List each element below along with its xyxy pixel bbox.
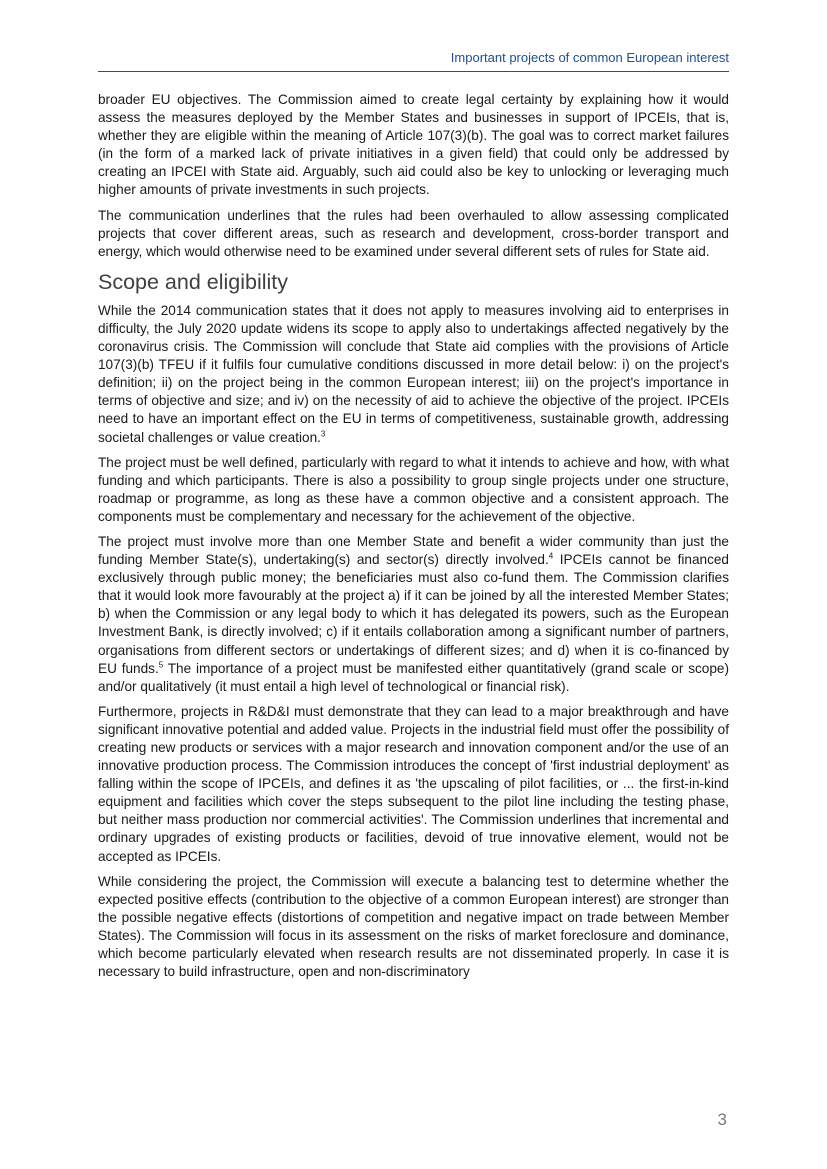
running-header-title: Important projects of common European interest: [450, 50, 729, 65]
footnote-ref-5[interactable]: 5: [158, 660, 164, 670]
footnote-ref-4[interactable]: 4: [548, 551, 554, 561]
paragraph-balancing-test: While considering the project, the Commission will execute a balancing test to determine whether the expected positive effects (contribution to the objective of a common European interest) are stronger than the possible negative effects (distortions of competition and negative impact on trade between Member States). The Commission will focus in its assessment on the risks of market foreclosure and dominance, which become particularly elevated when research results are not disseminated properly. In case it is necessary to build infrastructure, open and non-discriminatory: [98, 873, 729, 980]
paragraph-rdi-innovation: Furthermore, projects in R&D&I must demonstrate that they can lead to a major breakthrough and have significant innovative potential and added value. Projects in the industrial field must offer the possibility of creating new products or services with a major research and innovation component and/or the use of an innovative production process. The Commission introduces the concept of 'first industrial deployment' as falling within the scope of IPCEIs, and defines it as 'the upscaling of pilot facilities, or ... the first-in-kind equipment and facilities which cover the steps subsequent to the pilot line including the testing phase, but neither mass production nor commercial activities'. The Commission underlines that incremental and ordinary upgrades of existing products or facilities, devoid of true innovative element, would not be accepted as IPCEIs.: [98, 703, 729, 864]
footnote-ref-3[interactable]: 3: [320, 428, 326, 438]
header-divider: [98, 71, 729, 72]
paragraph-member-states-text-1: The project must involve more than one Member State and benefit a wider community than just the funding Member State(s), undertaking(s) and sector(s) directly involved.: [98, 533, 729, 568]
paragraph-member-states-text-3: The importance of a project must be manifested either quantitatively (grand scale or scope) and/or qualitatively (it must entail a high level of technological or financial risk).: [98, 660, 729, 694]
paragraph-scope-conditions: [98, 302, 729, 447]
paragraph-project-definition: The project must be well defined, particularly with regard to what it intends to achieve and how, with what funding and which participants. There is also a possibility to group single projects under one structure, roadmap or programme, as long as these have a common objective and a consistent approach. The components must be complementary and necessary for the achievement of the objective.: [98, 454, 729, 524]
document-body: [98, 91, 729, 988]
paragraph-eu-objectives: broader EU objectives. The Commission aimed to create legal certainty by explaining how it would assess the measures deployed by the Member States and businesses in support of IPCEIs, that is, whether they are eligible within the meaning of Article 107(3)(b). The goal was to correct market failures (in the form of a marked lack of private initiatives in a given field) that could only be addressed by creating an IPCEI with State aid. Arguably, such aid could also be key to unlocking or leveraging much higher amounts of private investments in such projects.: [98, 92, 729, 198]
paragraph-member-states: [98, 533, 729, 696]
page-number: 3: [717, 1110, 727, 1129]
paragraph-communication-rules: The communication underlines that the rules had been overhauled to allow assessing complicated projects that cover different areas, such as research and development, cross-border transport and energy, which would otherwise need to be examined under several different sets of rules for State aid.: [98, 207, 729, 259]
section-heading-scope: Scope and eligibility: [98, 269, 289, 294]
paragraph-scope-text: While the 2014 communication states that it does not apply to measures involving aid to enterprises in difficulty, the July 2020 update widens its scope to apply also to undertakings affected negatively by the coronavirus crisis. The Commission will conclude that State aid complies with the provisions of Article 107(3)(b) TFEU if it fulfils four cumulative conditions discussed in more detail below: i) on the project's definition; ii) on the project being in the common European interest; iii) on the project's importance in terms of objective and size; and iv) on the necessity of aid to achieve the objective of the project. IPCEIs need to have an important effect on the EU in terms of competitiveness, sustainable growth, addressing societal challenges or value creation.: [98, 302, 729, 445]
paragraph-member-states-text-2: IPCEIs cannot be financed exclusively through public money; the beneficiaries must also co-fund them. The Commission clarifies that it would look more favourably at the project a) if it can be joined by all the interested Member States; b) when the Commission or any legal body to which it has delegated its powers, such as the European Investment Bank, is directly involved; c) if it entails collaboration among a significant number of partners, organisations from different sectors or undertakings of different sizes; and d) when it is co-financed by EU funds.: [98, 552, 729, 676]
